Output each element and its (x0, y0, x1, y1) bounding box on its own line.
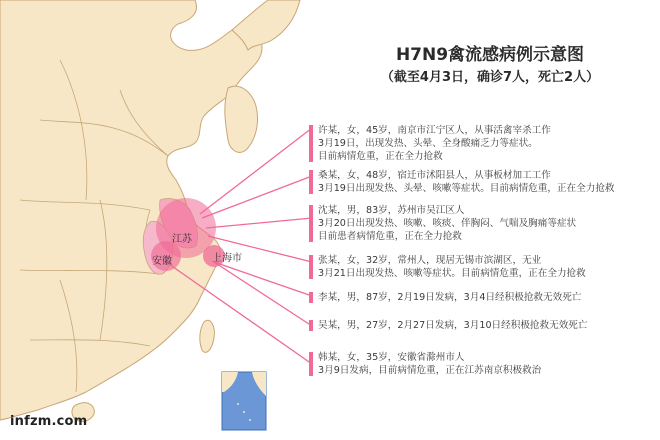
case-entry-1 (318, 124, 654, 163)
page-title: H7N9禽流感病例示意图 (395, 45, 585, 65)
page-subtitle: （截至4月3日，确诊7人，死亡2人） (380, 70, 600, 85)
case-line: 目前病情危重，正在全力抢救 (318, 151, 443, 162)
province-label-anhui: 安徽 (152, 256, 172, 267)
case-marker-bar (309, 320, 313, 331)
case-entry-4 (318, 254, 654, 280)
case-marker-bar (309, 292, 313, 303)
case-entry-2 (318, 169, 654, 195)
case-marker-bar (309, 255, 313, 279)
case-line: 沈某，男，83岁，苏州市吴江区人 (318, 205, 465, 216)
case-line: 3月21日出现发热、咳嗽等症状。目前病情危重，正在全力抢救 (318, 268, 586, 279)
case-line: 吴某，男，27岁，2月27日发病，3月10日经积极抢救无效死亡 (318, 320, 588, 331)
case-line: 3月19日，出现发热、头晕、全身酸痛乏力等症状。 (318, 138, 538, 149)
case-marker-bar (309, 125, 313, 162)
case-line: 目前患者病情危重，正在全力抢救 (318, 231, 462, 242)
case-line: 李某，男，87岁，2月19日发病，3月4日经积极抢救无效死亡 (318, 292, 582, 303)
case-line: 张某，女，32岁，常州人，现居无锡市滨湖区，无业 (318, 255, 542, 266)
case-line: 3月9日发病，目前病情危重，正在江苏南京积极救治 (318, 365, 542, 376)
province-label-jiangsu: 江苏 (172, 234, 192, 245)
case-line: 桑某，女，48岁，宿迁市沭阳县人，从事板材加工工作 (318, 170, 551, 181)
taiwan-island (200, 320, 215, 352)
south-china-sea-inset (222, 372, 266, 430)
case-line: 3月20日出现发热、咳嗽、咳痰、伴胸闷、气喘及胸痛等症状 (318, 218, 577, 229)
case-entry-7 (318, 351, 654, 377)
site-watermark: infzm.com (10, 414, 88, 429)
case-marker-bar (309, 205, 313, 242)
case-entry-3 (318, 204, 654, 243)
korean-peninsula (225, 86, 258, 152)
case-marker-bar (309, 352, 313, 376)
case-marker-bar (309, 170, 313, 194)
province-label-shanghai: 上海市 (212, 253, 242, 264)
case-line: 3月19日出现发热、头晕、咳嗽等症状。目前病情危重，正在全力抢救 (318, 183, 615, 194)
case-entry-5 (318, 291, 654, 304)
case-line: 许某，女，45岁，南京市江宁区人，从事活禽宰杀工作 (318, 125, 551, 136)
case-entry-6 (318, 319, 654, 332)
case-line: 韩某，女，35岁，安徽省滁州市人 (318, 352, 465, 363)
